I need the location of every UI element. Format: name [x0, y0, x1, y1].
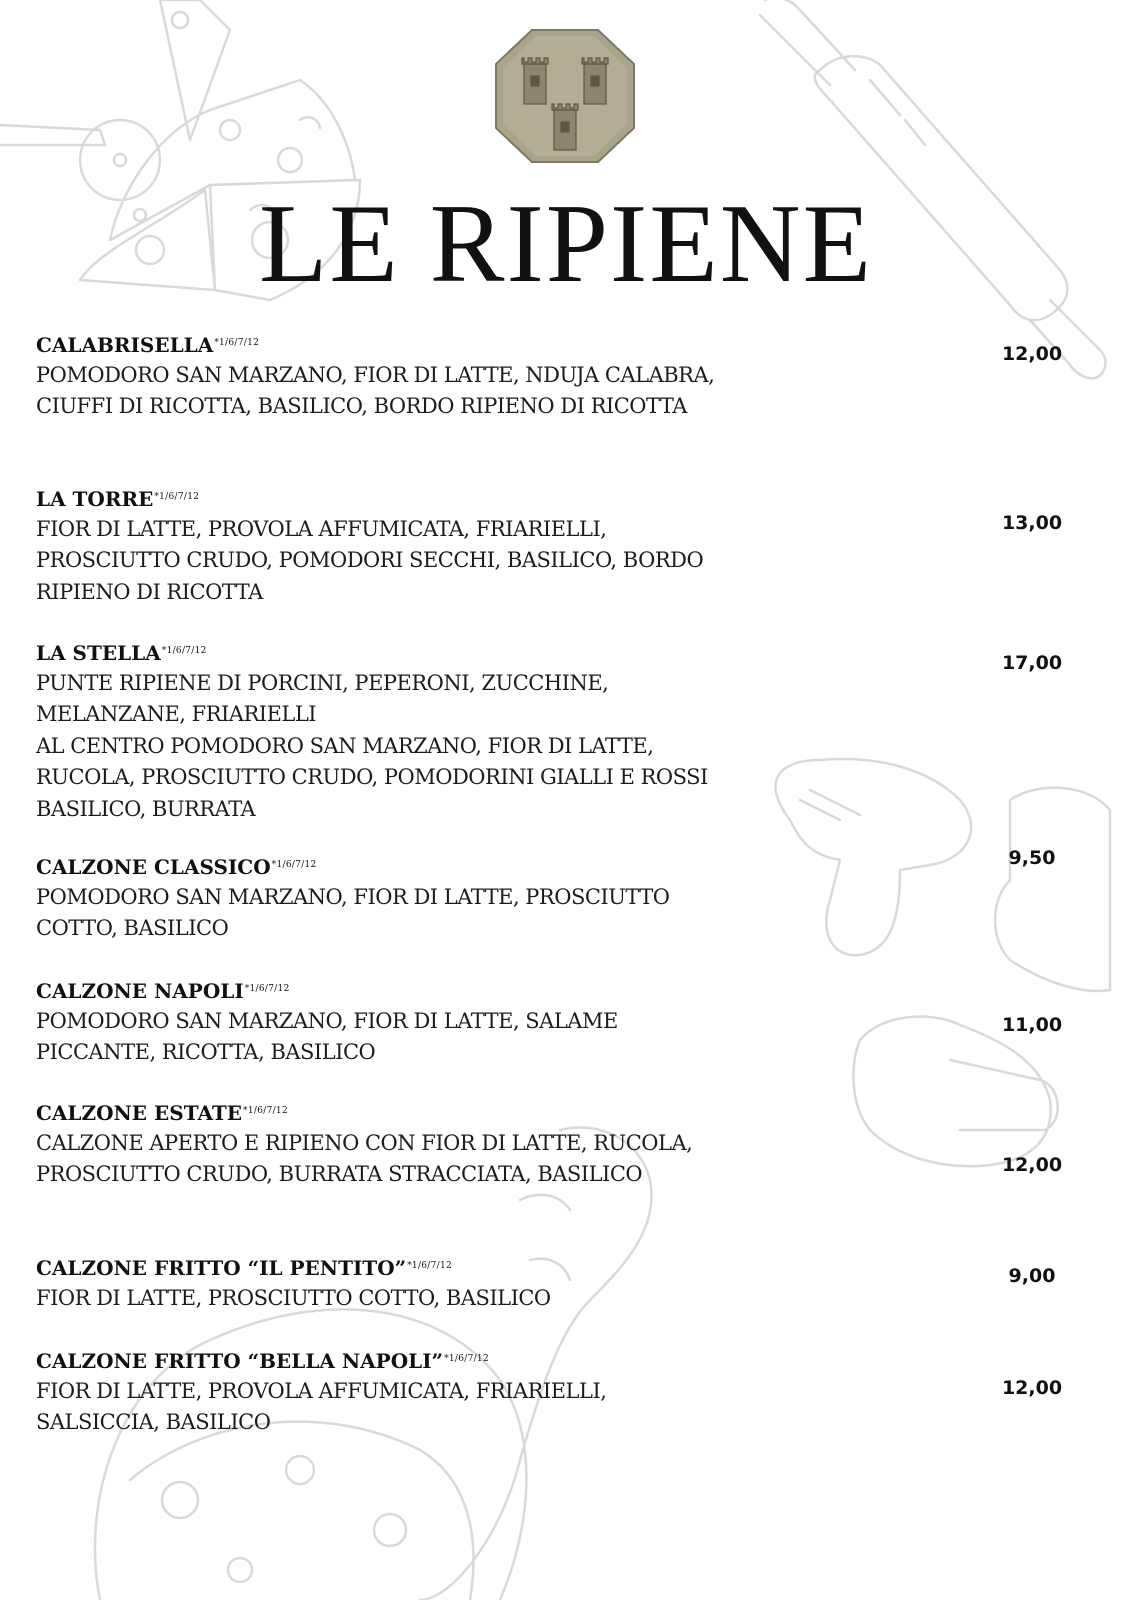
item-description: PUNTE RIPIENE DI PORCINI, PEPERONI, ZUCCHINE, MELANZANE, FRIARIELLI [36, 671, 609, 727]
item-price: 12,00 [1001, 1154, 1063, 1176]
item-name: CALZONE FRITTO “IL PENTITO”$^{*1/6/7/12}$ [36, 1256, 453, 1280]
allergen-codes: *1/6/7/12 [407, 1261, 453, 1271]
menu-item [36, 852, 1076, 945]
item-name: CALZONE $ESTATE^{*1/6/7/12}$ [36, 1101, 288, 1125]
menu-item [36, 330, 1076, 423]
allergen-codes: *1/6/7/12 [271, 860, 317, 870]
item-price: 13,00 [1001, 512, 1063, 534]
item-description: CALZONE APERTO E RIPIENO CON FIOR DI LATTE, RUCOLA, PROSCIUTTO CRUDO, BURRATA STRACCIATA, BASILICO [36, 1131, 693, 1187]
item-name: CALZONE FRITTO “BELLA NAPOLI”$^{*1/6/7/12}$ [36, 1349, 489, 1373]
allergen-codes: *1/6/7/12 [214, 338, 260, 348]
item-description-secondary: AL CENTRO POMODORO SAN MARZANO, FIOR DI LATTE, RUCOLA, PROSCIUTTO CRUDO, POMODORINI GIALLI E ROSSI BASILICO, BURRATA [36, 733, 708, 821]
menu-item [36, 1098, 1076, 1191]
item-description: FIOR DI LATTE, PROVOLA AFFUMICATA, FRIARIELLI, PROSCIUTTO CRUDO, POMODORI SECCHI, BASILICO, BORDO RIPIENO DI RICOTTA [36, 517, 704, 604]
item-name: CALZONE $NAPOLI^{*1/6/7/12}$ [36, 979, 290, 1003]
page-title: LE RIPIENE [258, 182, 874, 306]
allergen-codes: *1/6/7/12 [244, 984, 290, 994]
menu-item [36, 1253, 1076, 1314]
item-price: 9,00 [1008, 1265, 1056, 1287]
item-description: POMODORO SAN MARZANO, FIOR DI LATTE, PROSCIUTTO COTTO, BASILICO [36, 885, 670, 941]
item-price: 11,00 [1001, 1014, 1063, 1036]
allergen-codes: *1/6/7/12 [161, 646, 207, 656]
item-description: FIOR DI LATTE, PROSCIUTTO COTTO, BASILICO [36, 1286, 551, 1310]
item-price: 12,00 [1001, 1377, 1063, 1399]
menu-item [36, 976, 1076, 1069]
menu-item [36, 484, 1076, 608]
item-price: 17,00 [1001, 652, 1063, 674]
item-name: LA $STELLA^{*1/6/7/12}$ [36, 641, 207, 665]
item-description: POMODORO SAN MARZANO, FIOR DI LATTE, NDUJA CALABRA, CIUFFI DI RICOTTA, BASILICO, BORDO RIPIENO DI RICOTTA [36, 363, 715, 419]
item-description: POMODORO SAN MARZANO, FIOR DI LATTE, SALAME PICCANTE, RICOTTA, BASILICO [36, 1009, 618, 1065]
allergen-codes: *1/6/7/12 [243, 1106, 288, 1116]
allergen-codes: *1/6/7/12 [444, 1354, 489, 1364]
item-name: CALZONE $CLASSICO^{*1/6/7/12}$ [36, 855, 317, 879]
allergen-codes: *1/6/7/12 [154, 492, 200, 502]
menu-item [36, 1346, 1076, 1439]
tower-crest-emblem [494, 28, 636, 164]
item-description: FIOR DI LATTE, PROVOLA AFFUMICATA, FRIARIELLI, SALSICCIA, BASILICO [36, 1379, 607, 1435]
menu-item [36, 638, 1076, 825]
item-price: 12,00 [1001, 343, 1063, 365]
item-name: LA $TORRE^{*1/6/7/12}$ [36, 487, 200, 511]
item-name: $CALABRISELLA^{*1/6/7/12}$ [36, 333, 260, 357]
item-price: 9,50 [1008, 847, 1056, 869]
